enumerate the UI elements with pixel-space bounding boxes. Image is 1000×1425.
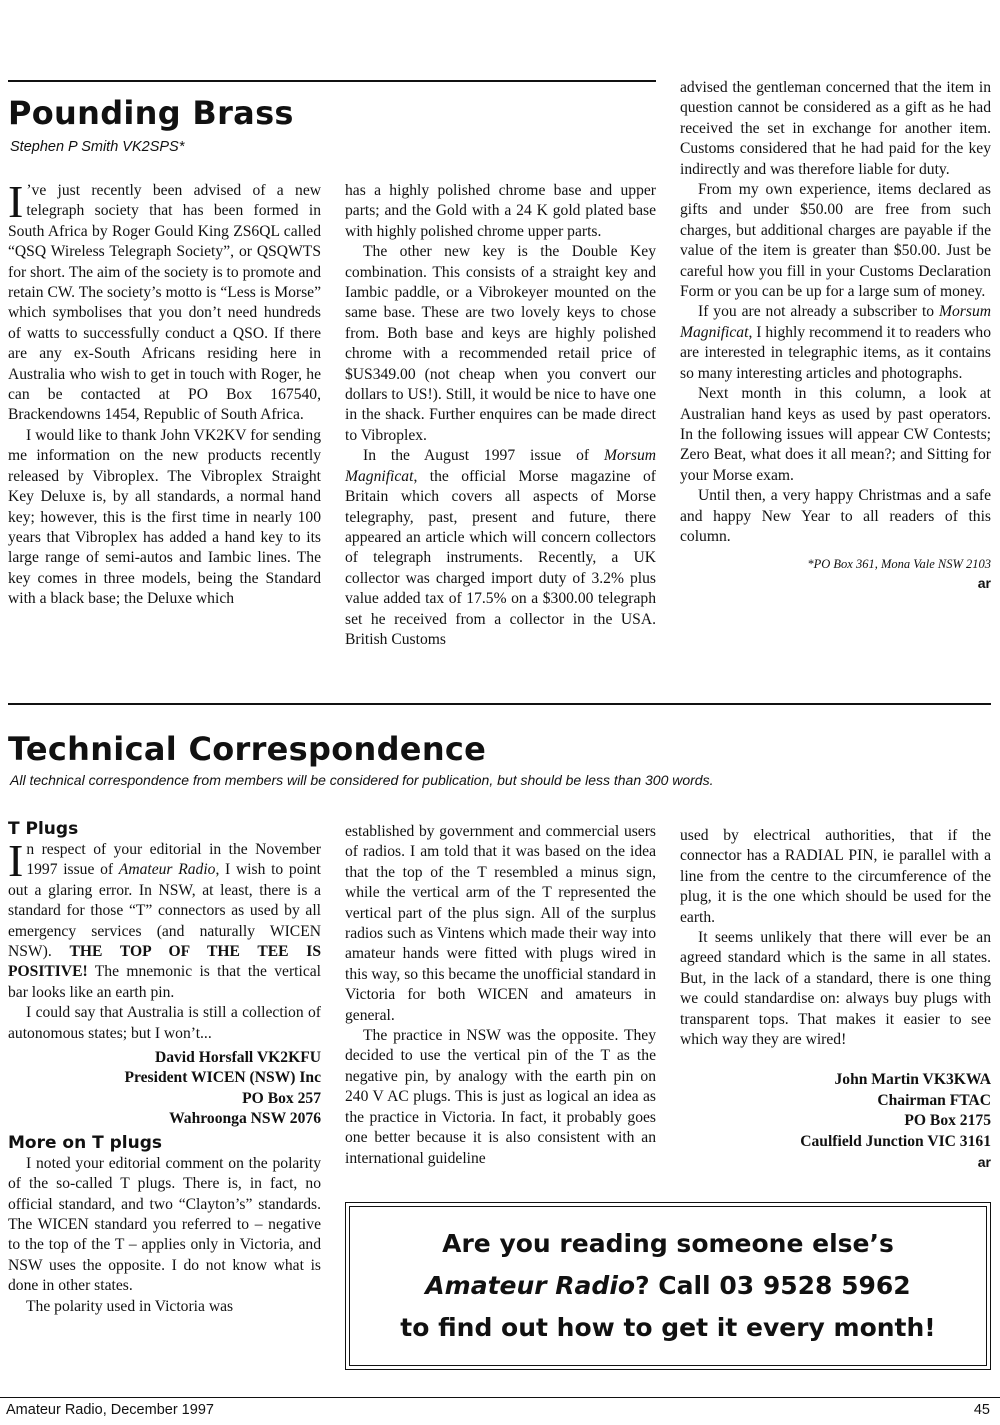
signature-line: President WICEN (NSW) Inc bbox=[124, 1069, 321, 1087]
paragraph: has a highly polished chrome base and upper parts; and the Gold with a 24 K gold plated base with highly polished chrome upper parts. bbox=[345, 182, 656, 240]
footer-page-number: 45 bbox=[973, 1402, 990, 1418]
paragraph: Next month in this column, a look at Australian hand keys as used by past operators. In the following issues will appear CW Contests; Zero Beat, what does it all mean?; and Sitting for your Morse exam. bbox=[680, 385, 991, 484]
technical-column-3 bbox=[680, 826, 991, 1173]
pounding-column-1 bbox=[8, 176, 321, 610]
paragraph bbox=[8, 835, 321, 1003]
subscription-ad-inner bbox=[349, 1206, 987, 1366]
signature-line: David Horsfall VK2KFU bbox=[154, 1049, 321, 1067]
signature-line: Chairman FTAC bbox=[877, 1091, 991, 1109]
paragraph-text: ’ve just recently been advised of a new telegraph society that has been formed in South Africa by Roger Gould King ZS6QL called “QSQ Wireless Telegraph Society”, or QSQWTS for short. The aim of the society is to promote and retain CW. The society’s motto is “Less is Morse” which symbolises that you don’t need hundreds of watts to successfully conduct a QSO. If there are any ex-South Africans residing here in Australia who wish to get in touch with Roger, he can be contacted at PO Box 167540, Brackendowns 1454, Republic of South Africa. bbox=[8, 182, 321, 424]
paragraph: The practice in NSW was the opposite. They decided to use the vertical pin of the T as the negative pin, by analogy with the earth pin on 240 V AC plugs. This is just as logical an idea as the practice in Victoria. In fact, it probably goes one better because it is also consistent with an international guideline bbox=[345, 1027, 656, 1167]
text-run: If you are not already a subscriber to bbox=[698, 303, 940, 321]
pounding-column-3 bbox=[680, 78, 991, 594]
paragraph: The other new key is the Double Key combination. This consists of a straight key and Iambic paddle, or a Vibrokeyer mounted on the same base. These are two lovely keys to chose from. Both base and keys are highly polished chrome with a recommended retail price of $US349.00 (not cheap when you convert our dollars to US!). Still, it would be nice to have one in the shack. Further enquires can be made direct to Vibroplex. bbox=[345, 243, 656, 444]
paragraph: used by electrical authorities, that if the connector has a RADIAL PIN, ie parallel with a line from the centre to the circumference of the plug, it is the one which should be used for the earth. bbox=[680, 827, 991, 926]
text-run: , I highly recommend it to readers who are interested in telegraphic items, as it contains so many interesting articles and photographs. bbox=[680, 323, 991, 382]
signature-line: PO Box 2175 bbox=[904, 1112, 991, 1130]
paragraph: I noted your editorial comment on the polarity of the so-called T plugs. There is, in fact, no official standard, and two “Clayton’s” standards. The WICEN standard you referred to – negative to the top of the T – applies only in Victoria, and NSW uses the opposite. I do not know what is done in other states. bbox=[8, 1154, 321, 1295]
paragraph: From my own experience, items declared as gifts and under $50.00 are free from such charges, but additional charges are payable if the value of the item is greater than $50.00. Just be careful how you fill in your Customs Declaration Form or you can be up for a large sum of money. bbox=[680, 181, 991, 301]
technical-column-2 bbox=[345, 822, 656, 1169]
text-run: , the official Morse magazine of Britain which covers all aspects of Morse telegraphy, past, present and future, there appeared an article which will concern collectors of telegraph instruments. Recently, a UK collector was charged import duty of 3.2% plus value added tax of 17.5% on a $300.00 telegraph set he received from a collector in the USA. British Customs bbox=[345, 467, 656, 648]
footer-rule bbox=[0, 1397, 1000, 1398]
signature-line: Wahroonga NSW 2076 bbox=[169, 1110, 321, 1128]
emphasis: THE TOP OF THE TEE IS POSITIVE! bbox=[8, 943, 321, 981]
paragraph bbox=[8, 176, 321, 426]
paragraph bbox=[345, 446, 656, 650]
footer-publication: Amateur Radio, December 1997 bbox=[6, 1402, 214, 1418]
paragraph: Until then, a very happy Christmas and a safe and happy New Year to all readers of this column. bbox=[680, 487, 991, 545]
end-mark: ar bbox=[977, 575, 991, 592]
magazine-name: Morsum Magnificat bbox=[680, 303, 991, 341]
article-byline: Stephen P Smith VK2SPS* bbox=[10, 139, 185, 155]
signature-line: PO Box 257 bbox=[242, 1089, 321, 1107]
technical-column-1 bbox=[8, 818, 321, 1317]
drop-cap: I bbox=[8, 835, 24, 886]
text-run: In the August 1997 issue of bbox=[363, 447, 605, 465]
paragraph: The polarity used in Victoria was bbox=[26, 1297, 234, 1315]
magazine-name: Morsum Magnificat bbox=[345, 447, 656, 485]
ad-phone-text: ? Call 03 9528 5962 bbox=[635, 1271, 911, 1300]
letter-heading: T Plugs bbox=[8, 819, 79, 839]
subscription-ad-box bbox=[345, 1202, 991, 1370]
paragraph: I would like to thank John VK2KV for sending me information on the new products recently released by Vibroplex. The Vibroplex Straight Key Deluxe is, by all standards, a normal hand key; however, this is the first time in nearly 100 years that Vibroplex has added a hand key to its large range of semi-autos and Iambic lines. The key comes in three models, being the Standard with a black base; the Deluxe which bbox=[8, 426, 321, 608]
article-title-technical-correspondence: Technical Correspondence bbox=[8, 730, 487, 768]
signature-line: Caulfield Junction VIC 3161 bbox=[800, 1132, 991, 1150]
magazine-name: Amateur Radio bbox=[118, 861, 216, 879]
text-run: n respect of your editorial in the November 1997 issue of bbox=[26, 841, 321, 879]
paragraph: advised the gentleman concerned that the item in question cannot be considered as a gift as he had received the set in exchange for another item. Customs considered that he had paid for the key indirectly and was therefore liable for duty. bbox=[680, 79, 991, 178]
magazine-name: Amateur Radio bbox=[425, 1271, 636, 1300]
end-mark: ar bbox=[977, 1154, 991, 1171]
author-address: *PO Box 361, Mona Vale NSW 2103 bbox=[807, 557, 991, 572]
paragraph: It seems unlikely that there will ever be an agreed standard which is the same in all states. But, in the lack of a standard, there is one thing we could standardise on: always buy plugs with transparent tops. That makes it easier to see which way they are wired! bbox=[680, 929, 991, 1049]
signature-line: John Martin VK3KWA bbox=[834, 1071, 991, 1089]
paragraph: I could say that Australia is still a collection of autonomous states; but I won’t... bbox=[8, 1004, 321, 1042]
ad-line-2 bbox=[425, 1265, 910, 1307]
top-rule bbox=[8, 80, 656, 82]
section-intro: All technical correspondence from members will be considered for publication, but should be less than 300 words. bbox=[10, 772, 714, 788]
pounding-column-2 bbox=[345, 181, 656, 650]
drop-cap: I bbox=[8, 176, 24, 227]
paragraph bbox=[680, 302, 991, 384]
text-run: The mnemonic is that the vertical bar looks like an earth pin. bbox=[8, 963, 321, 1001]
text-run: , I wish to point out a glaring error. In NSW, at least, there is a standard for those “T” connectors as used by all emergency services (and naturally WICEN NSW). bbox=[8, 861, 321, 961]
article-title-pounding-brass: Pounding Brass bbox=[8, 94, 294, 132]
section-rule bbox=[8, 703, 991, 705]
paragraph: established by government and commercial users of radios. I am told that it was based on the idea that the top of the T resembled a minus sign, while the vertical arm of the T represented the vertical part of the plus sign. All of the surplus radios such as Vintens which made their way into amateur hands were fitted with plugs wired in this way, so this became the unofficial standard in Victoria for both WICEN and amateurs in general. bbox=[345, 823, 656, 1024]
ad-line-1: Are you reading someone else’s bbox=[442, 1229, 894, 1258]
letter-heading: More on T plugs bbox=[8, 1132, 163, 1153]
ad-line-3: to find out how to get it every month! bbox=[400, 1313, 936, 1342]
